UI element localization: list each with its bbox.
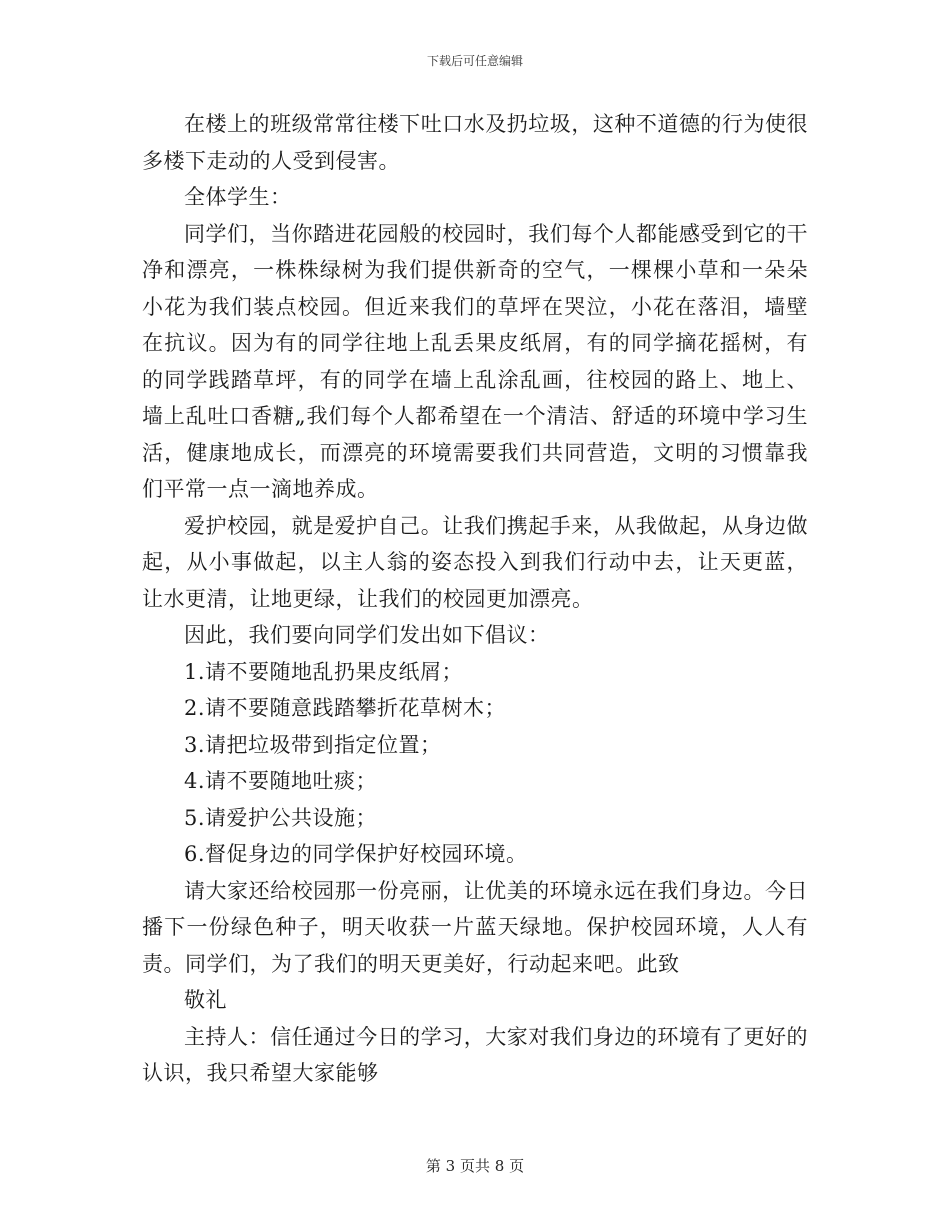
list-item: 1.请不要随地乱扔果皮纸屑； bbox=[184, 659, 464, 684]
paragraph: 主持人：信任通过今日的学习，大家对我们身边的环境有了更好的认识，我只希望大家能够 bbox=[142, 1024, 808, 1085]
list-item: 6.督促身边的同学保护好校园环境。 bbox=[184, 842, 528, 866]
page-header: 下载后可任意编辑 bbox=[426, 54, 523, 68]
page-number: 第 3 页共 8 页 bbox=[425, 1157, 525, 1175]
paragraph: 因此，我们要向同学们发出如下倡议： bbox=[184, 623, 550, 647]
paragraph: 敬礼 bbox=[184, 988, 227, 1012]
paragraph: 同学们，当你踏进花园般的校园时，我们每个人都能感受到它的干净和漂亮，一株株绿树为我们提供新奇的空气，一棵棵小草和一朵朵小花为我们装点校园。但近来我们的草坪在哭泣，小花在落泪，墙壁在抗议。因为有的同学往地上乱丢果皮纸屑，有的同学摘花摇树，有的同学践踏草坪，有的同学在墙上乱涂乱画，往校园的路上、地上、墙上乱吐口香糖„我们每个人都希望在一个清洁、舒适的环境中学习生活，健康地成长，而漂亮的环境需要我们共同营造，文明的习惯靠我们平常一点一滴地养成。 bbox=[142, 221, 808, 501]
list-item: 2.请不要随意践踏攀折花草树木； bbox=[184, 696, 507, 720]
paragraph: 全体学生： bbox=[184, 185, 292, 209]
body-text bbox=[142, 106, 808, 1092]
list-item: 4.请不要随地吐痰； bbox=[184, 769, 378, 793]
list-item: 3.请把垃圾带到指定位置； bbox=[184, 732, 442, 757]
list-item: 5.请爱护公共设施； bbox=[184, 805, 378, 830]
paragraph: 在楼上的班级常常往楼下吐口水及扔垃圾，这种不道德的行为使很多楼下走动的人受到侵害。 bbox=[142, 112, 808, 173]
paragraph: 请大家还给校园那一份亮丽，让优美的环境永远在我们身边。今日播下一份绿色种子，明天收获一片蓝天绿地。保护校园环境，人人有责。同学们，为了我们的明天更美好，行动起来吧。此致 bbox=[142, 878, 808, 976]
paragraph: 爱护校园，就是爱护自己。让我们携起手来，从我做起，从身边做起，从小事做起，以主人翁的姿态投入到我们行动中去，让天更蓝，让水更清，让地更绿，让我们的校园更加漂亮。 bbox=[142, 513, 808, 611]
